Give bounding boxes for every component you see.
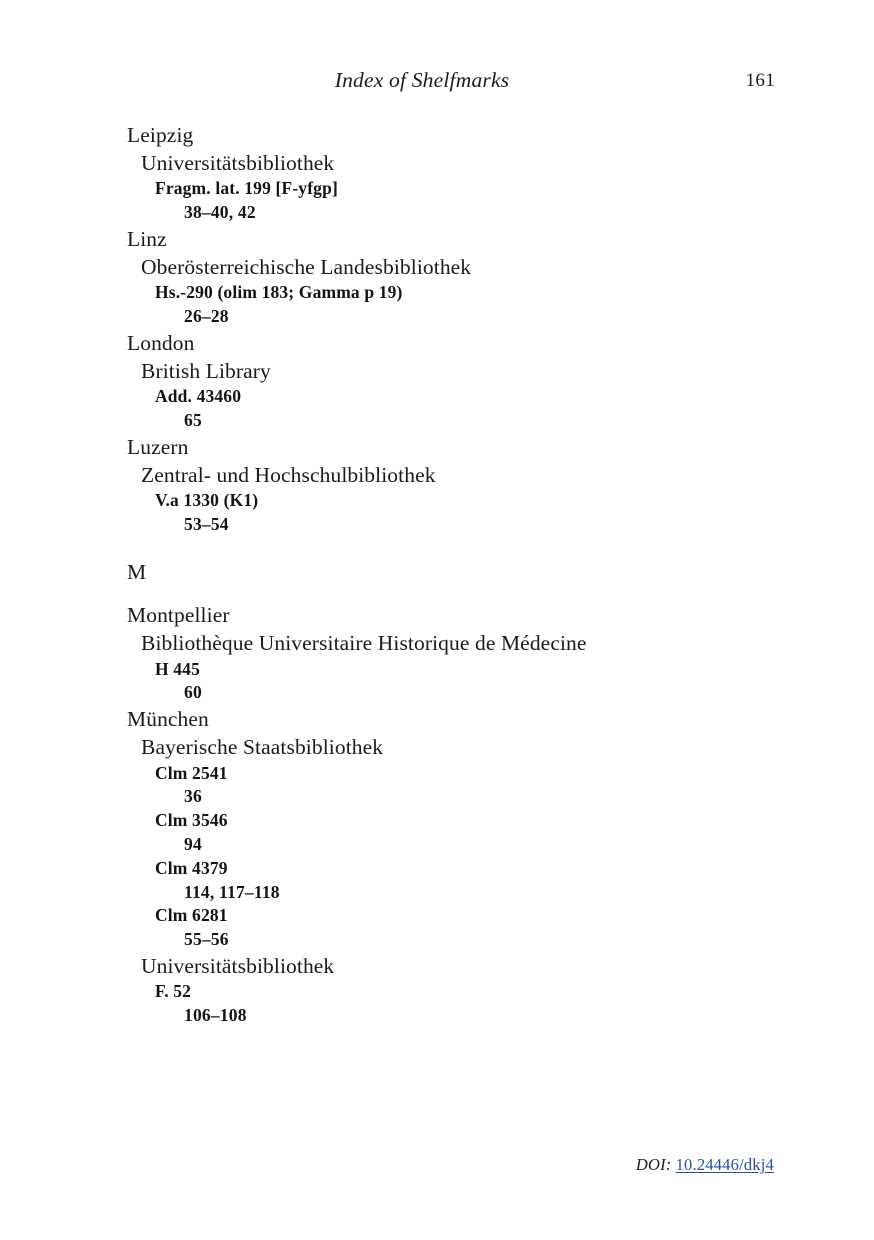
index-institution-name: Zentral- und Hochschulbibliothek: [141, 463, 436, 488]
index-place-name: Leipzig: [127, 123, 194, 147]
index-shelfmark: V.a 1330 (K1): [155, 490, 259, 511]
doi-footer: [0, 1155, 874, 1175]
index-place-group: [0, 601, 874, 705]
index-page-references: 55–56: [184, 929, 229, 950]
index-institution-name: Bibliothèque Universitaire Historique de Médecine: [141, 631, 587, 656]
index-page-references: 65: [184, 410, 202, 431]
index-page-references: 106–108: [184, 1004, 247, 1025]
doi-label: DOI:: [635, 1155, 672, 1174]
index-page-references: 94: [184, 834, 202, 854]
index-institution-name: Universitätsbibliothek: [141, 151, 335, 176]
index-entry-list: [0, 121, 874, 1028]
index-shelfmark: Clm 3546: [155, 810, 228, 831]
index-place-name: Montpellier: [127, 603, 230, 628]
index-place-name: Luzern: [127, 435, 189, 459]
running-head: [127, 68, 775, 100]
index-page-references: 38–40, 42: [184, 202, 256, 223]
index-institution-name: Oberösterreichische Landesbibliothek: [141, 255, 472, 280]
index-place-group: [0, 705, 874, 1028]
index-place-name: München: [127, 707, 209, 732]
doi-link[interactable]: 10.24446/dkj4: [675, 1155, 774, 1174]
index-shelfmark: Hs.-290 (olim 183; Gamma p 19): [155, 282, 403, 303]
index-shelfmark: Fragm. lat. 199 [F-yfgp]: [155, 178, 338, 199]
index-shelfmark: Clm 2541: [155, 762, 228, 783]
index-institution-name: Bayerische Staatsbibliothek: [141, 735, 384, 760]
index-place-group: [0, 225, 874, 329]
letter-section-heading: M: [127, 560, 147, 584]
page-number: 161: [745, 70, 775, 91]
running-head-title: Index of Shelfmarks: [334, 68, 510, 92]
index-shelfmark: F. 52: [155, 981, 192, 1002]
index-institution-name: Universitätsbibliothek: [141, 953, 335, 978]
index-place-name: London: [127, 331, 195, 355]
index-place-group: [0, 121, 874, 225]
index-page-references: 53–54: [184, 514, 229, 535]
index-page-references: 26–28: [184, 306, 229, 327]
index-shelfmark: Add. 43460: [155, 386, 242, 407]
index-page-references: 36: [184, 786, 202, 807]
index-shelfmark: Clm 6281: [155, 905, 228, 926]
index-place-group: [0, 433, 874, 537]
index-shelfmark: H 445: [155, 658, 200, 679]
index-institution-name: British Library: [141, 359, 271, 384]
index-place-group: [0, 329, 874, 433]
index-page-references: 60: [184, 682, 202, 703]
index-page-references: 114, 117–118: [184, 881, 280, 902]
index-place-name: Linz: [127, 227, 167, 251]
index-shelfmark: Clm 4379: [155, 857, 228, 878]
